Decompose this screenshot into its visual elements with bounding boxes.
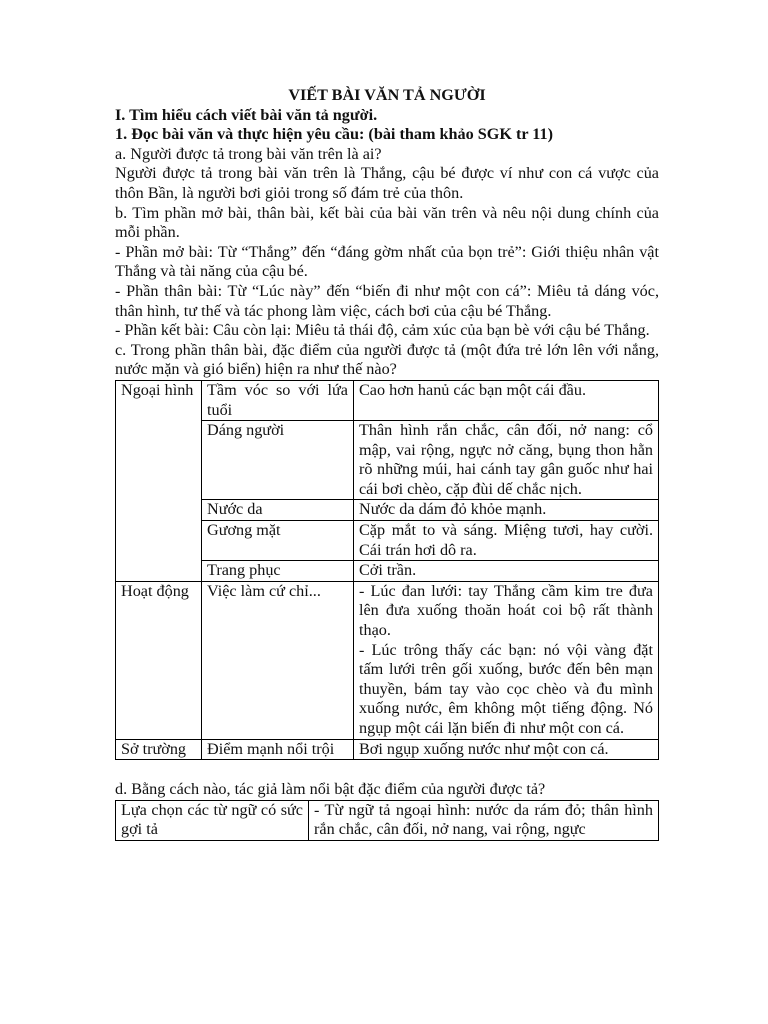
table-row bbox=[116, 800, 659, 840]
detail-cell: Thân hình rắn chắc, cân đối, nở nang: cổ mập, vai rộng, ngực nở căng, bụng thon hằn rõ những múi, hai cánh tay gân guốc như hai cái bơi chèo, cặp đùi dế chắc nịch. bbox=[354, 421, 659, 500]
section-heading: I. Tìm hiểu cách viết bài văn tả người. bbox=[115, 105, 378, 124]
group-activity: Hoạt động bbox=[116, 581, 202, 739]
aspect-cell: Gương mặt bbox=[202, 521, 354, 561]
aspect-cell: Việc làm cứ chỉ... bbox=[202, 581, 354, 739]
aspect-cell: Dáng người bbox=[202, 421, 354, 500]
question-b: b. Tìm phần mở bài, thân bài, kết bài của bài văn trên và nêu nội dung chính của mỗi phần. bbox=[115, 203, 659, 242]
detail-cell: Cởi trần. bbox=[354, 561, 659, 582]
detail-cell bbox=[354, 581, 659, 739]
question-d: d. Bằng cách nào, tác giả làm nổi bật đặc điểm của người được tả? bbox=[115, 780, 546, 799]
example-cell: - Từ ngữ tả ngoại hình: nước da rám đỏ; thân hình rắn chắc, cân đối, nở nang, vai rộng, ngực bbox=[309, 800, 659, 840]
detail-line: - Lúc trông thấy các bạn: nó vội vàng đặt tấm lưới trên gối xuống, bước đến bên mạn thuyền, bám tay vào cọc chèo và đu mình xuống nước, êm không một tiếng động. Nó ngụp một cái lặn biến đi như một con cá. bbox=[359, 640, 653, 737]
answer-b-intro: - Phần mở bài: Từ “Thắng” đến “đáng gờm nhất của bọn trẻ”: Giới thiệu nhân vật Thắng và tài năng của cậu bé. bbox=[115, 242, 659, 281]
detail-cell: Bơi ngụp xuống nước như một con cá. bbox=[354, 739, 659, 760]
question-a: a. Người được tả trong bài văn trên là ai? bbox=[115, 144, 382, 163]
spacer bbox=[115, 760, 659, 780]
detail-cell: Cặp mắt to và sáng. Miệng tươi, hay cười. Cái trán hơi dô ra. bbox=[354, 521, 659, 561]
detail-cell: Cao hơn hanủ các bạn một cái đầu. bbox=[354, 380, 659, 420]
page-title: VIẾT BÀI VĂN TẢ NGƯỜI bbox=[288, 86, 486, 104]
techniques-table bbox=[115, 800, 659, 841]
document-page bbox=[115, 86, 659, 841]
aspect-cell: Nước da bbox=[202, 500, 354, 521]
aspect-cell: Điểm mạnh nổi trội bbox=[202, 739, 354, 760]
table-row bbox=[116, 380, 659, 420]
subsection-heading: 1. Đọc bài văn và thực hiện yêu cầu: (bài tham khảo SGK tr 11) bbox=[115, 125, 553, 144]
aspect-cell: Tầm vóc so với lứa tuổi bbox=[202, 380, 354, 420]
group-appearance: Ngoại hình bbox=[116, 380, 202, 581]
table-row bbox=[116, 739, 659, 760]
technique-cell: Lựa chọn các từ ngữ có sức gợi tả bbox=[116, 800, 309, 840]
aspect-cell: Trang phục bbox=[202, 561, 354, 582]
detail-line: - Lúc đan lưới: tay Thắng cầm kim tre đưa lên đưa xuống thoăn hoát coi bộ rất thành thạo. bbox=[359, 581, 653, 640]
detail-cell: Nước da dám đỏ khỏe mạnh. bbox=[354, 500, 659, 521]
answer-b-body: - Phần thân bài: Từ “Lúc này” đến “biến đi như một con cá”: Miêu tả dáng vóc, thân hình, tư thế và tác phong làm việc, cách bơi của cậu bé Thắng. bbox=[115, 281, 659, 320]
answer-b-conclusion: - Phần kết bài: Câu còn lại: Miêu tả thái độ, cảm xúc của bạn bè với cậu bé Thắng. bbox=[115, 321, 650, 340]
question-c: c. Trong phần thân bài, đặc điểm của người được tả (một đứa trẻ lớn lên với nắng, nước mặn và gió biển) hiện ra như thế nào? bbox=[115, 340, 659, 379]
group-strength: Sở trường bbox=[116, 739, 202, 760]
traits-table bbox=[115, 380, 659, 760]
table-row bbox=[116, 581, 659, 739]
answer-a: Người được tả trong bài văn trên là Thắng, cậu bé được ví như con cá vược của thôn Bần, là người bơi giỏi trong số đám trẻ của thôn. bbox=[115, 164, 659, 202]
